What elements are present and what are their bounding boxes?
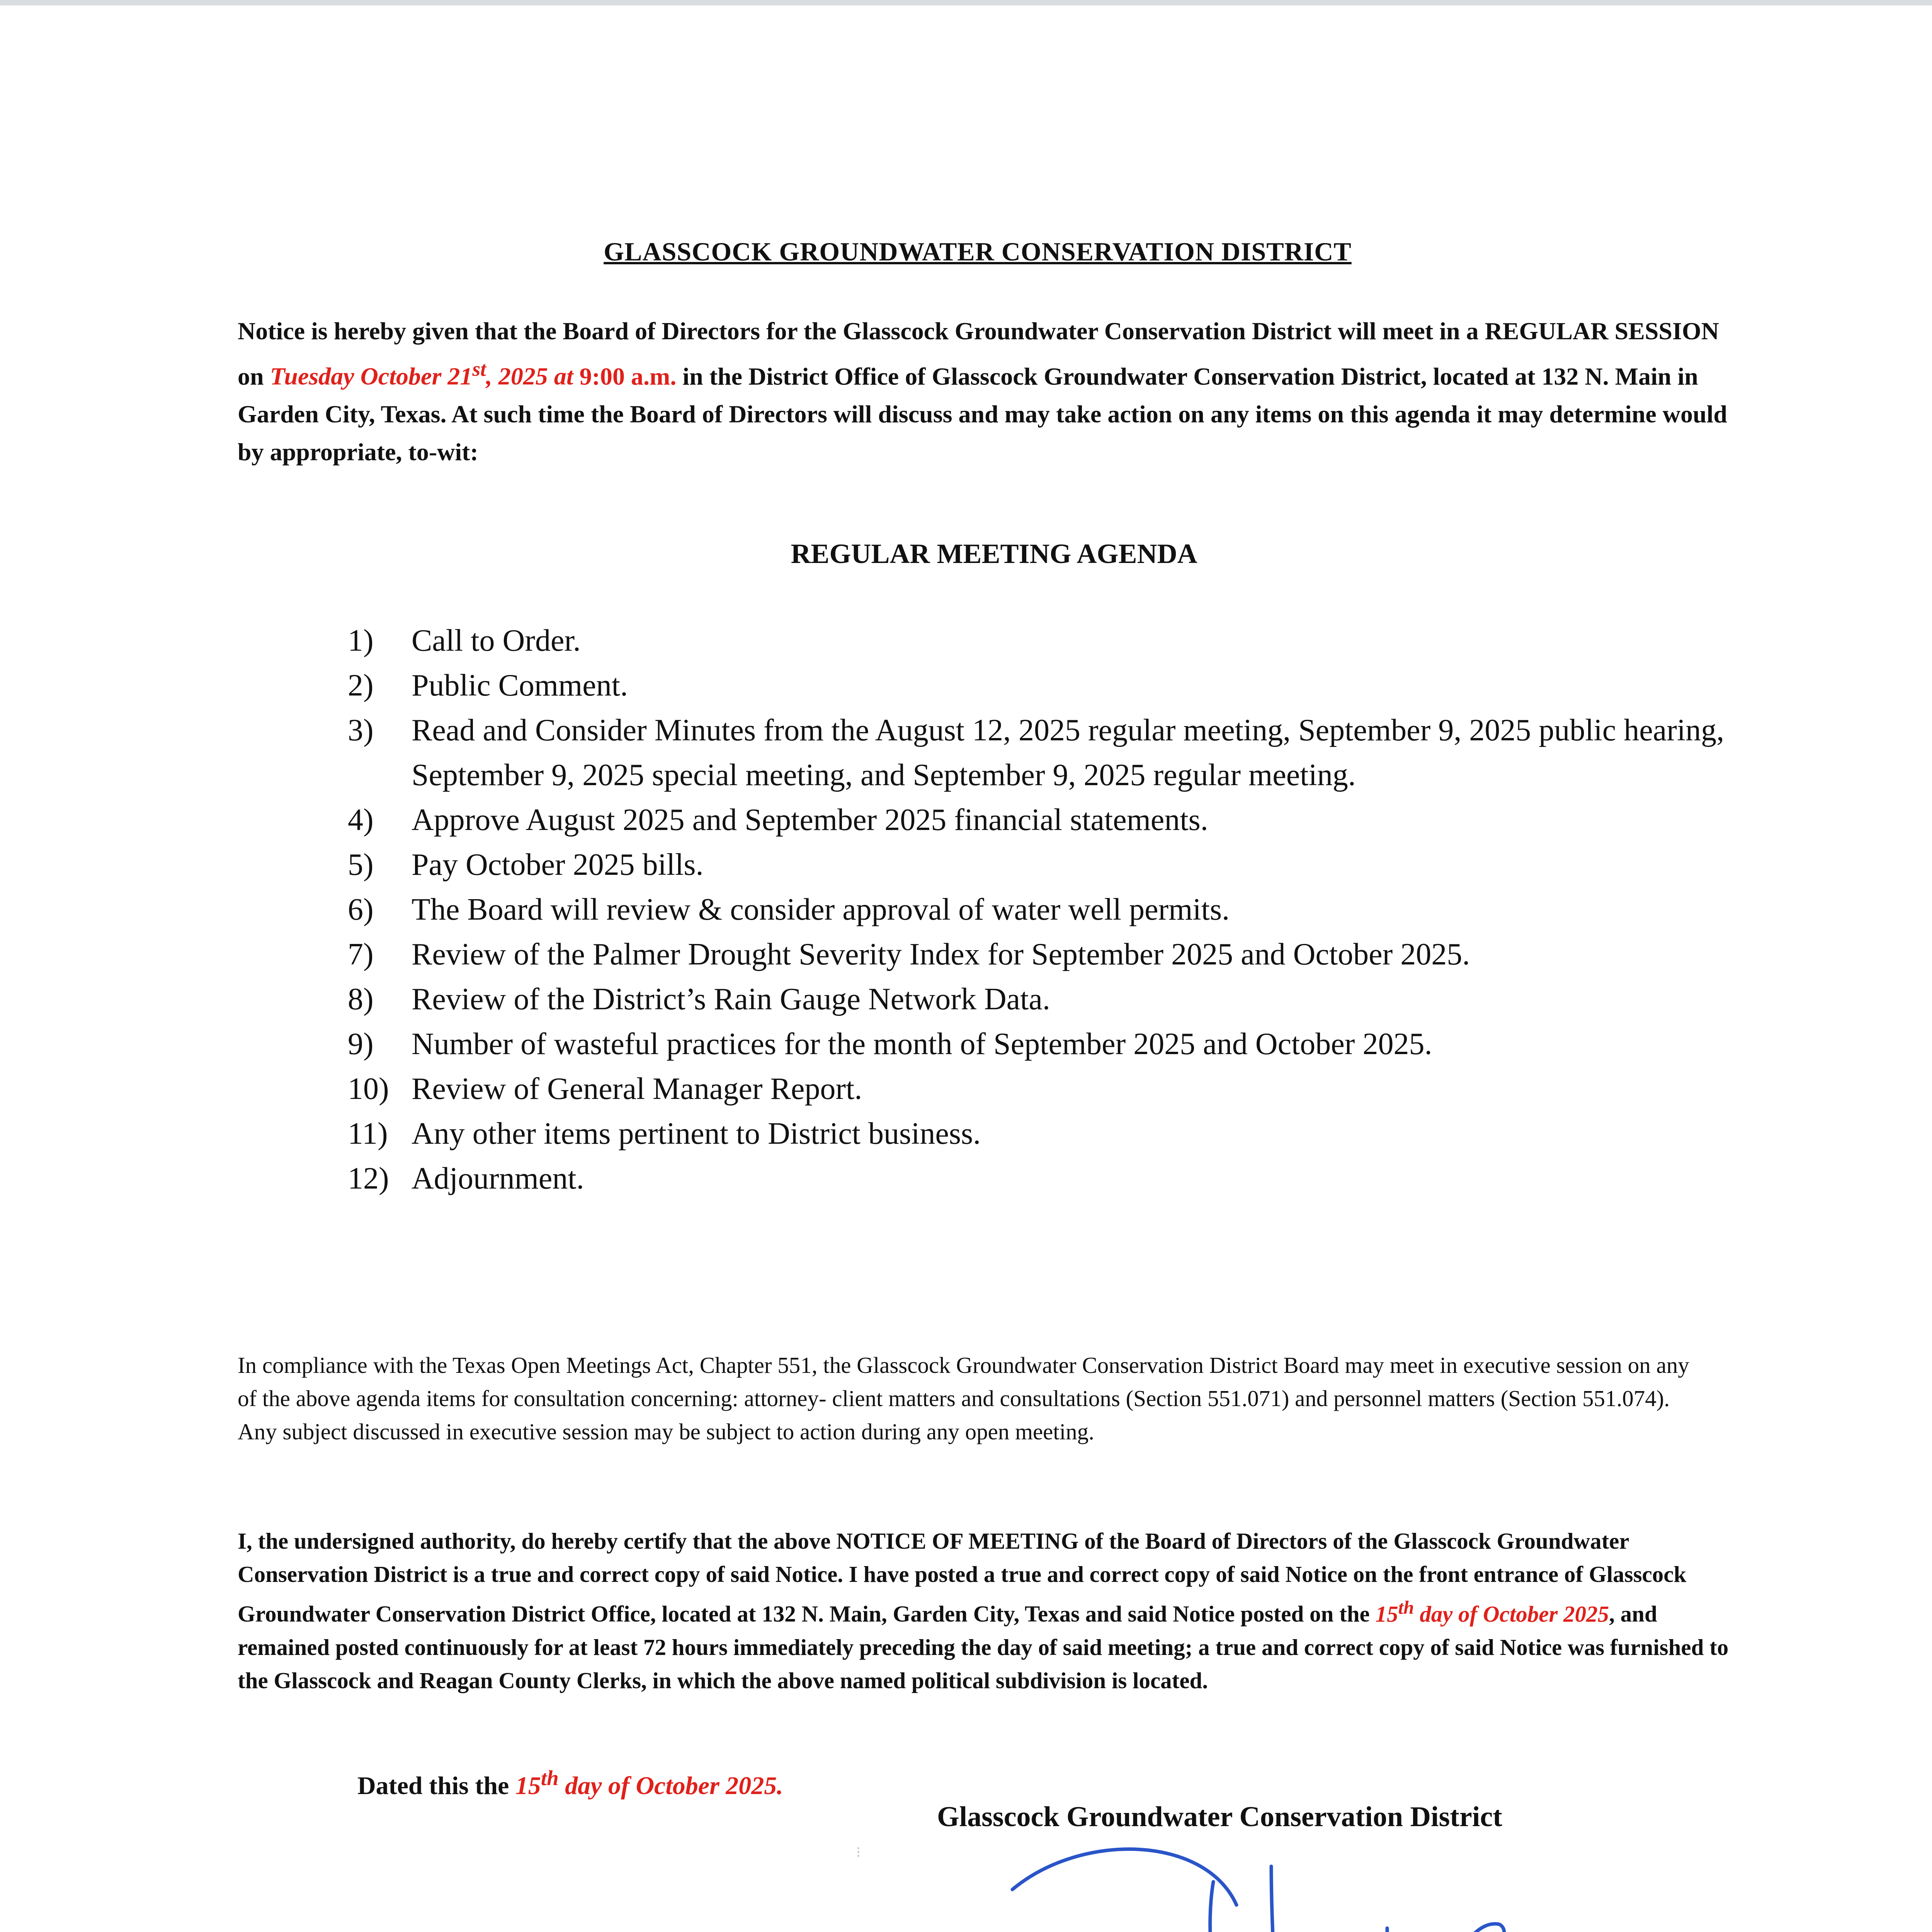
- agenda-item-text: Call to Order.: [412, 624, 581, 658]
- agenda-item: [348, 1066, 1777, 1111]
- agenda-item-text: Any other items pertinent to District business.: [412, 1117, 981, 1151]
- agenda-item-text: Review of the District’s Rain Gauge Network Data.: [412, 982, 1050, 1016]
- certify-text-2: , and remained posted continuously for at least 72 hours immediately preceding the day of said meeting; a true and correct copy of said Notice was furnished to the Glasscock and Reagan County Clerks, in which the above named political subdivision is located.: [238, 1601, 1729, 1693]
- handwritten-signature: [1005, 1828, 1565, 1932]
- agenda-item: [348, 1156, 1777, 1201]
- agenda-item-number: 11): [348, 1117, 388, 1151]
- agenda-item: [348, 1022, 1777, 1066]
- dated-date: [515, 1766, 783, 1800]
- agenda-item-text: Approve August 2025 and September 2025 financial statements.: [412, 803, 1208, 837]
- dated-label: Dated this the: [357, 1772, 515, 1800]
- agenda-item: [348, 1111, 1777, 1156]
- agenda-item-text: Number of wasteful practices for the month of September 2025 and October 2025.: [412, 1027, 1432, 1061]
- agenda-item-number: 5): [348, 848, 374, 882]
- agenda-item: [348, 887, 1777, 932]
- agenda-item: [348, 932, 1777, 977]
- agenda-item: [348, 708, 1777, 798]
- meeting-date-rest: , 2025 at: [486, 362, 580, 390]
- agenda-item-text: Review of the Palmer Drought Severity Index for September 2025 and October 2025.: [412, 937, 1470, 971]
- notice-text-2: in the District Office of Glasscock Groundwater Conservation District, located at 132 N. Main in Garden City, Texas. At such time the Board of Directors will discuss and may take action on any items on this agenda it may determine would by appropriate, to-wit:: [238, 362, 1727, 466]
- posting-date-rest: day of October 2025: [1414, 1601, 1609, 1627]
- agenda-item-number: 2): [348, 668, 374, 702]
- agenda-item-number: 3): [348, 713, 374, 747]
- notice-text-1: Notice is hereby given that the Board of Directors for the Glasscock Groundwater Conservation District will meet in a REGULAR SESSION on: [238, 317, 1719, 390]
- agenda-item-number: 8): [348, 982, 374, 1016]
- document-title: GLASSCOCK GROUNDWATER CONSERVATION DISTRICT: [604, 237, 1352, 266]
- posting-date-suffix: th: [1398, 1597, 1414, 1618]
- agenda-item-number: 7): [348, 937, 374, 971]
- notice-paragraph: [238, 312, 1733, 471]
- certify-text-1: I, the undersigned authority, do hereby certify that the above NOTICE OF MEETING of the Board of Directors of the Glasscock Groundwater Conservation District is a true and correct copy of said Notice. I have posted a true and correct copy of said Notice on the front entrance of Glasscock Groundwater Conservation District Office, located at 132 N. Main, Garden City, Texas and said Notice posted on the: [238, 1528, 1687, 1627]
- meeting-date-day: Tuesday October 21: [270, 362, 473, 390]
- agenda-item-number: 10): [348, 1072, 389, 1106]
- agenda-item-text: Adjournment.: [412, 1162, 584, 1196]
- meeting-date: [270, 357, 580, 390]
- agenda-item-number: 1): [348, 624, 374, 658]
- agenda-item-number: 6): [348, 893, 374, 927]
- agenda-item: [348, 977, 1777, 1022]
- signature-organization: Glasscock Groundwater Conservation District: [937, 1801, 1502, 1833]
- meeting-time: 9:00 a.m.: [579, 362, 677, 390]
- agenda-item: [348, 618, 1777, 663]
- agenda-item-text: Public Comment.: [412, 668, 628, 702]
- agenda-item-text: Read and Consider Minutes from the August 12, 2025 regular meeting, September 9, 2025 public hearing, September 9, 2025 special meeting, and September 9, 2025 regular meeting.: [412, 713, 1725, 792]
- dated-line: [357, 1766, 783, 1801]
- agenda-item: [348, 842, 1777, 887]
- faint-scan-mark: ⁝: [856, 1844, 861, 1861]
- scan-edge-top: [0, 0, 1932, 5]
- agenda-item-number: 9): [348, 1027, 374, 1061]
- agenda-item-text: Pay October 2025 bills.: [412, 848, 704, 882]
- agenda-title: REGULAR MEETING AGENDA: [791, 538, 1197, 569]
- agenda-item: [348, 798, 1777, 842]
- agenda-list: [348, 618, 1777, 1201]
- posting-date-day: 15: [1375, 1601, 1398, 1627]
- dated-date-suffix: th: [541, 1766, 559, 1790]
- dated-date-rest: day of October 2025.: [558, 1772, 783, 1800]
- certification-paragraph: [238, 1524, 1733, 1697]
- agenda-item-text: The Board will review & consider approval of water well permits.: [412, 893, 1230, 927]
- compliance-paragraph: In compliance with the Texas Open Meetings Act, Chapter 551, the Glasscock Groundwater Conservation District Board may meet in executive session on any of the above agenda items for consultation concerning: attorney- client matters and consultations (Section 551.071) and personnel matters (Section 551.074). Any subject discussed in executive session may be subject to action during any open meeting.: [238, 1352, 1689, 1444]
- agenda-item: [348, 663, 1777, 708]
- dated-date-day: 15: [515, 1772, 541, 1800]
- agenda-item-number: 12): [348, 1162, 389, 1196]
- agenda-item-text: Review of General Manager Report.: [412, 1072, 862, 1106]
- meeting-date-suffix: st: [472, 357, 486, 381]
- posting-date: [1375, 1597, 1609, 1627]
- agenda-item-number: 4): [348, 803, 374, 837]
